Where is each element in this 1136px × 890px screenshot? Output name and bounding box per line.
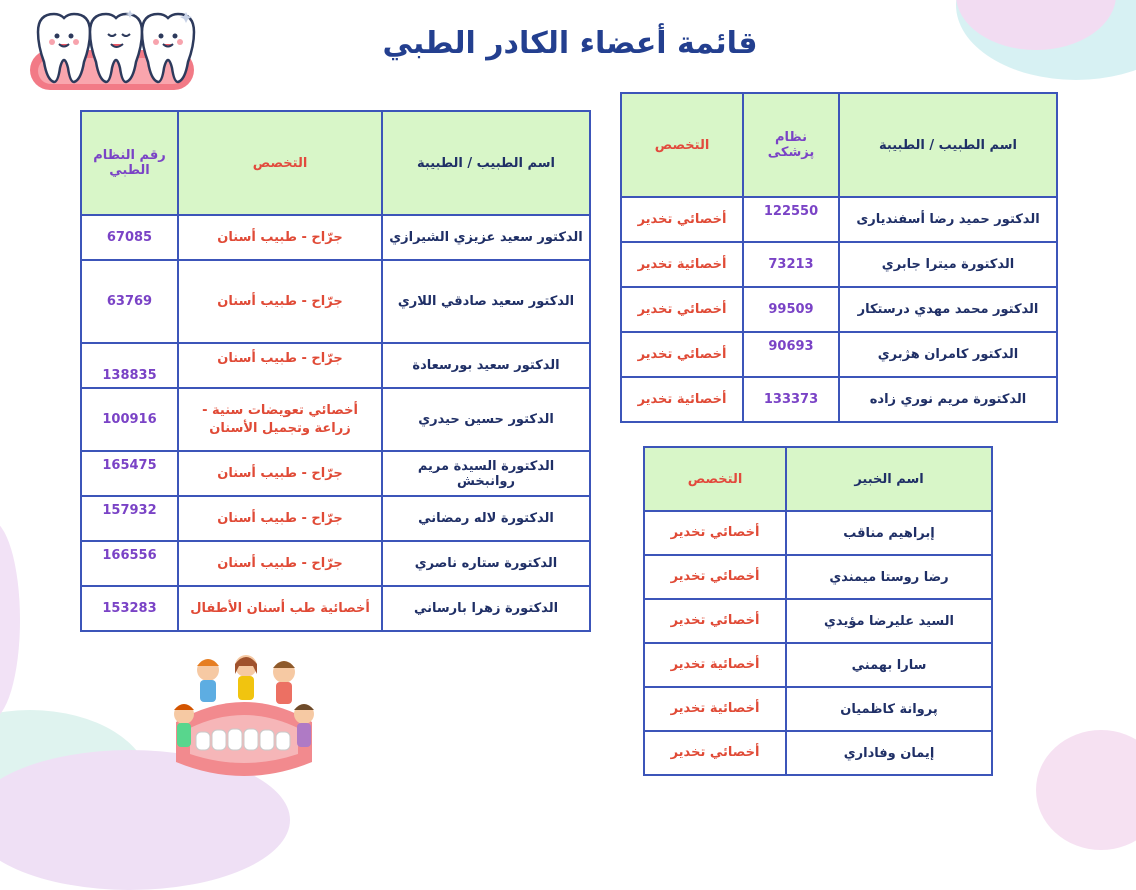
header-name: اسم الطبيب / الطبيبة: [839, 93, 1057, 197]
doctor-name: الدكتورة لاله رمضاني: [382, 496, 590, 541]
table-row: [621, 242, 1057, 287]
table-row: [644, 643, 992, 687]
table-header-row: [644, 447, 992, 511]
expert-name: پروانة كاظميان: [786, 687, 992, 731]
table-row: [621, 377, 1057, 422]
doctor-specialty: أخصائي تعويضات سنية - زراعة وتجميل الأسنان: [178, 388, 382, 451]
doctor-specialty: أخصائية تخدير: [621, 242, 743, 287]
doctor-name: الدكتور محمد مهدي درستكار: [839, 287, 1057, 332]
decor-blob: [1036, 730, 1136, 850]
page-title: قائمة أعضاء الكادر الطبي: [382, 26, 758, 61]
table-row: [644, 555, 992, 599]
header-specialty: التخصص: [644, 447, 786, 511]
doctor-name: الدكتورة ستاره ناصري: [382, 541, 590, 586]
table-row: [81, 451, 590, 496]
doctor-name: الدكتورة مريم نوري زاده: [839, 377, 1057, 422]
doctor-number: 99509: [743, 287, 839, 332]
table-row: [81, 586, 590, 631]
table-row: [644, 687, 992, 731]
doctor-number: 157932: [81, 496, 178, 541]
table-row: [81, 215, 590, 260]
table-row: [644, 599, 992, 643]
expert-specialty: أخصائية تخدير: [644, 687, 786, 731]
header-specialty: التخصص: [621, 93, 743, 197]
table-header-row: [621, 93, 1057, 197]
header-number: رقم النظام الطبي: [81, 111, 178, 215]
doctor-specialty: جرّاح - طبيب أسنان: [178, 260, 382, 343]
doctor-specialty: جرّاح - طبيب أسنان: [178, 541, 382, 586]
header-number: نظام پزشكى: [743, 93, 839, 197]
doctor-number: 122550: [743, 197, 839, 242]
table-row: [81, 388, 590, 451]
expert-name: إيمان وفاداري: [786, 731, 992, 775]
doctor-number: 138835: [81, 343, 178, 388]
table-header-row: [81, 111, 590, 215]
doctor-specialty: أخصائي تخدير: [621, 197, 743, 242]
doctor-name: الدكتور سعيد عزيزي الشيرازي: [382, 215, 590, 260]
table-row: [81, 260, 590, 343]
doctor-number: 166556: [81, 541, 178, 586]
doctor-name: الدكتور سعيد صادقي اللاري: [382, 260, 590, 343]
doctor-specialty: أخصائي تخدير: [621, 332, 743, 377]
doctor-name: الدكتور كامران هژبري: [839, 332, 1057, 377]
doctor-specialty: جرّاح - طبيب أسنان: [178, 215, 382, 260]
table-row: [81, 496, 590, 541]
doctor-number: 133373: [743, 377, 839, 422]
doctor-specialty: أخصائية تخدير: [621, 377, 743, 422]
expert-name: رضا روستا ميمندي: [786, 555, 992, 599]
expert-specialty: أخصائي تخدير: [644, 555, 786, 599]
doctor-name: الدكتور حسين حيدري: [382, 388, 590, 451]
dental-staff-table: [80, 110, 591, 632]
header-name: اسم الخبير: [786, 447, 992, 511]
table-row: [621, 287, 1057, 332]
doctor-name: الدكتور سعيد بورسعادة: [382, 343, 590, 388]
doctor-name: الدكتورة السيدة مريم روانبخش: [382, 451, 590, 496]
table-row: [644, 511, 992, 555]
doctor-specialty: جرّاح - طبيب أسنان: [178, 343, 382, 388]
expert-name: السيد عليرضا مؤيدي: [786, 599, 992, 643]
expert-name: إبراهيم مناقب: [786, 511, 992, 555]
doctor-name: الدكتور حميد رضا أسفنديارى: [839, 197, 1057, 242]
doctor-number: 67085: [81, 215, 178, 260]
expert-specialty: أخصائي تخدير: [644, 731, 786, 775]
doctor-number: 153283: [81, 586, 178, 631]
doctor-number: 100916: [81, 388, 178, 451]
smiling-teeth-icon: [26, 6, 198, 96]
doctor-specialty: جرّاح - طبيب أسنان: [178, 451, 382, 496]
decor-blob: [0, 520, 20, 720]
doctor-number: 63769: [81, 260, 178, 343]
kids-on-teeth-icon: [166, 652, 322, 782]
table-row: [81, 541, 590, 586]
header-specialty: التخصص: [178, 111, 382, 215]
doctor-number: 73213: [743, 242, 839, 287]
doctor-name: الدكتورة زهرا بارساني: [382, 586, 590, 631]
doctor-specialty: جرّاح - طبيب أسنان: [178, 496, 382, 541]
experts-table: [643, 446, 993, 776]
doctor-specialty: أخصائي تخدير: [621, 287, 743, 332]
doctor-number: 165475: [81, 451, 178, 496]
doctor-number: 90693: [743, 332, 839, 377]
anesthesia-staff-table: [620, 92, 1058, 423]
expert-specialty: أخصائية تخدير: [644, 643, 786, 687]
expert-specialty: أخصائي تخدير: [644, 511, 786, 555]
table-row: [621, 332, 1057, 377]
table-row: [81, 343, 590, 388]
doctor-name: الدكتورة ميترا جابري: [839, 242, 1057, 287]
expert-name: سارا بهمني: [786, 643, 992, 687]
doctor-specialty: أخصائية طب أسنان الأطفال: [178, 586, 382, 631]
expert-specialty: أخصائي تخدير: [644, 599, 786, 643]
table-row: [621, 197, 1057, 242]
table-row: [644, 731, 992, 775]
header-name: اسم الطبيب / الطبيبة: [382, 111, 590, 215]
